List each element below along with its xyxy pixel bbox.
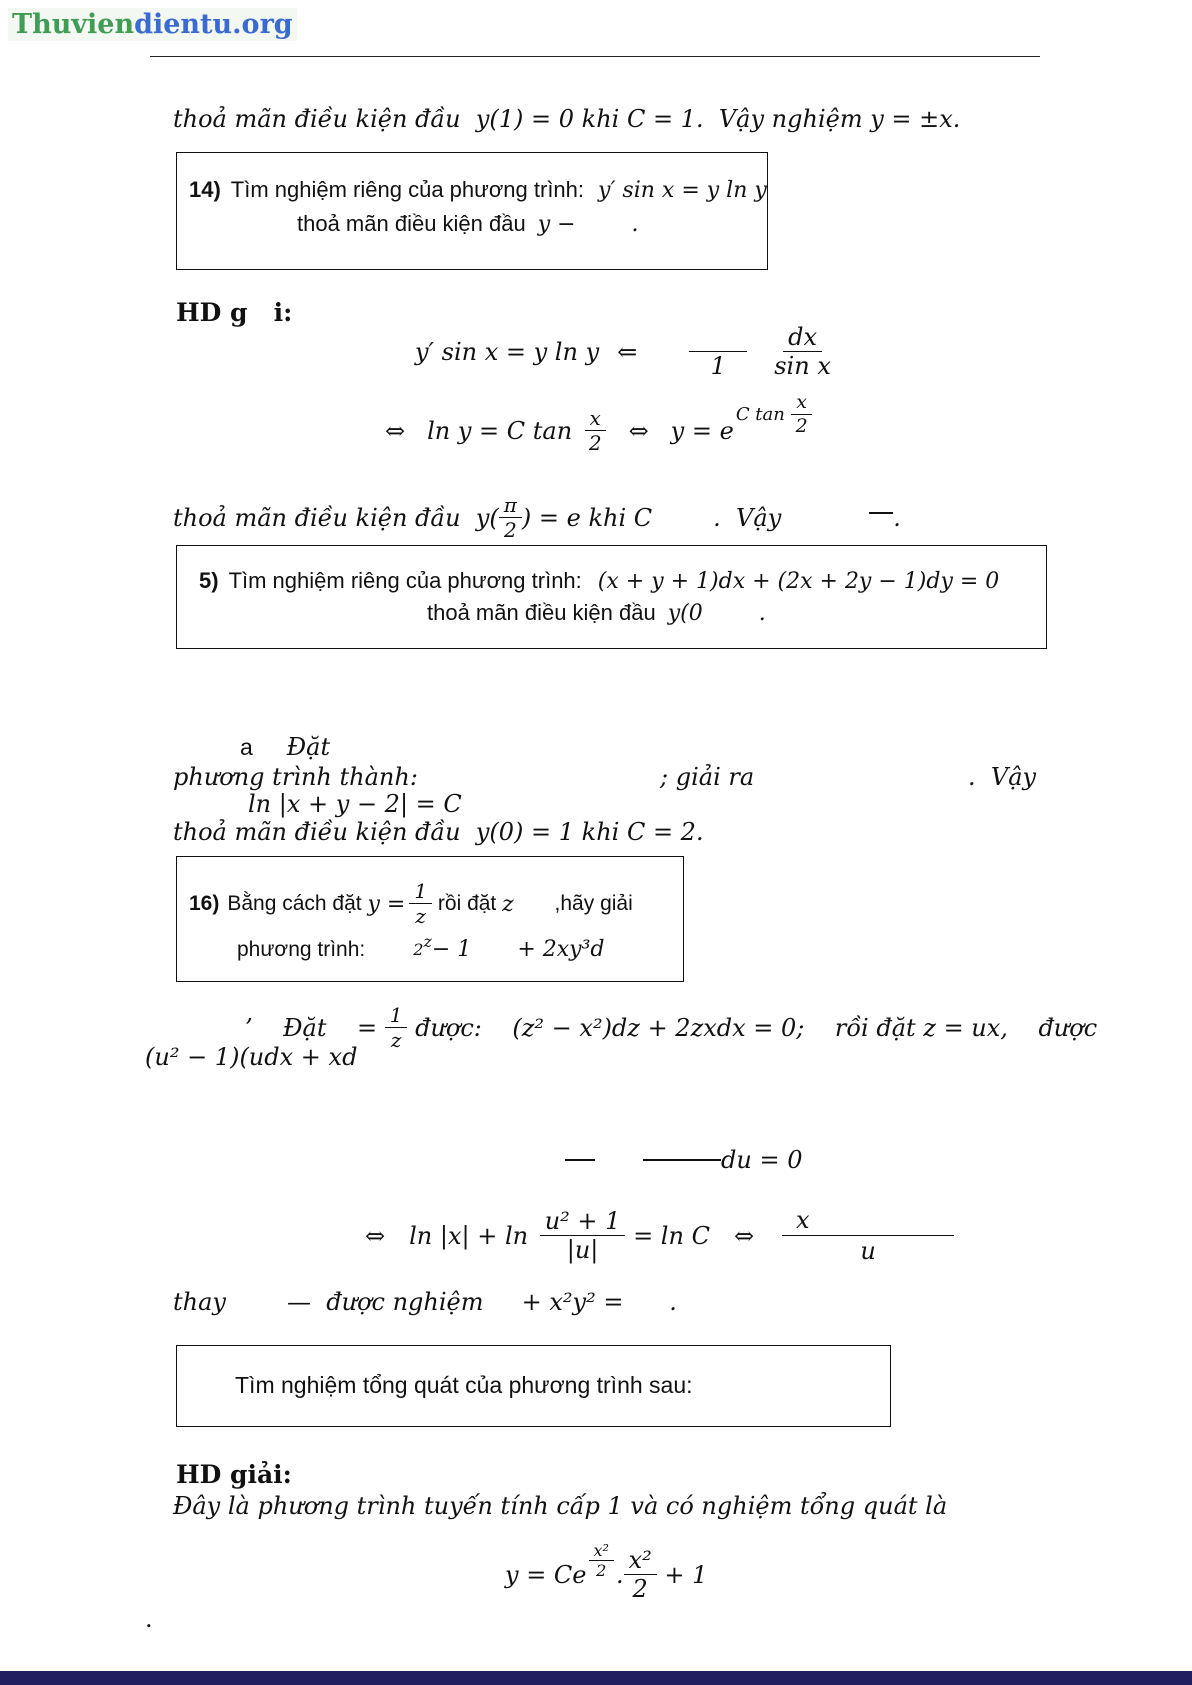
problem-box-14 (176, 152, 768, 270)
problem14-line1 (189, 177, 767, 203)
hd1-label: HD g i: (176, 298, 293, 327)
formula2-mid: ln y = C tan (427, 417, 580, 445)
problem5-condition-text: thoả mãn điều kiện đầu (427, 600, 656, 625)
fraction-denominator: u (860, 1237, 876, 1266)
sol16-line2: (u² − 1)(udx + xd (145, 1043, 358, 1071)
problem14-condition-math: y − . (537, 211, 639, 237)
condition-dot: . (893, 504, 901, 532)
fragment-sup-z: z (423, 932, 432, 951)
header-rule (150, 56, 1040, 57)
hd2-line: Đây là phương trình tuyến tính cấp 1 và có nghiệm tổng quát là (173, 1492, 948, 1520)
problem-box-last (176, 1345, 891, 1427)
sol16-pre: ’ Đặt = (245, 1014, 385, 1042)
logo-part-blue: dientu.org (134, 9, 293, 40)
fraction-denominator: 2 (596, 1561, 607, 1581)
problem5-condition-math: y(0 . (667, 600, 766, 626)
sol5-line2-right: . Vậy (968, 763, 1037, 791)
problem16-tail: + 2xy³d (517, 937, 605, 962)
problem-box-16 (176, 856, 684, 982)
condition-post: ) = e khi C . Vậy (521, 504, 782, 532)
formula-du (565, 1145, 802, 1175)
blank-overline (869, 512, 893, 524)
fragment-sub-2: 2 (413, 940, 424, 959)
problem16-eqlabel: phương trình: (237, 937, 366, 961)
fraction-x-over-u-wide (782, 1208, 954, 1265)
fraction-blank-over-1 (689, 325, 747, 380)
problem16-ymath: y = (367, 891, 406, 917)
thay-line: thay — được nghiệm + x²y² = . (173, 1288, 677, 1316)
fraction-u2plus1-over-absu (540, 1209, 626, 1264)
logo-part-green: Thuvien (12, 9, 135, 40)
formula-ln (365, 1208, 954, 1265)
iff-arrow: ⇔ (628, 417, 649, 445)
final-post: + 1 (656, 1561, 708, 1590)
final-formula (505, 1540, 708, 1604)
sol5-line4: thoả mãn điều kiện đầu y(0) = 1 khi C = 2. (173, 818, 704, 846)
problem5-equation: (x + y + 1)dx + (2x + 2y − 1)dy = 0 (597, 568, 1000, 594)
problem16-mid: rồi đặt (432, 892, 503, 915)
problem5-line2 (427, 600, 1046, 626)
sol5-line2-mid: ; giải ra (660, 763, 755, 791)
fraction-numerator: 1 (385, 1005, 408, 1028)
problem16-post: ,hãy giải (513, 892, 633, 915)
fraction-denominator: 2 (588, 431, 602, 455)
iff-arrow: ⇔ (733, 1222, 755, 1251)
problem16-statement: Bằng cách đặt (227, 892, 368, 915)
fraction-denominator: sin x (774, 352, 831, 381)
sol5-line3: ln |x + y − 2| = C (248, 790, 462, 818)
formula-2 (385, 391, 813, 455)
formula2-rhs: y = e (670, 417, 734, 445)
exponent-fraction-x2-over-2 (589, 1540, 614, 1581)
sol5-line1 (240, 733, 330, 761)
sol5-line2-left: phương trình thành: (173, 763, 418, 791)
hd2-label: HD giải: (176, 1460, 292, 1489)
fraction-numerator: 1 (409, 881, 432, 904)
problem16-line2 (237, 932, 683, 962)
problem14-label: 14) (189, 177, 221, 202)
problem16-minus1: − 1 (431, 937, 472, 962)
formula2-exponent (736, 393, 813, 437)
problem-last-statement: Tìm nghiệm tổng quát của phương trình sau: (235, 1372, 693, 1398)
problem-box-5 (176, 545, 1047, 649)
problem14-equation: y′ sin x = y ln y (598, 177, 767, 203)
final-dot: . (615, 1561, 624, 1590)
fraction-denominator: 2 (503, 518, 517, 542)
problem16-line1 (189, 881, 683, 927)
fraction-denominator: 2 (795, 415, 808, 438)
fraction-denominator: z (415, 904, 426, 928)
fraction-numerator: x (782, 1208, 954, 1236)
fraction-1-over-z (385, 1005, 408, 1051)
sol16-post: được: (z² − x²)dz + 2zxdx = 0; rồi đặt z = ux, được (407, 1014, 1098, 1042)
problem14-line2 (297, 211, 767, 237)
fraction-pi-over-2 (499, 495, 522, 541)
problem14-statement: Tìm nghiệm riêng của phương trình: (230, 177, 585, 202)
fraction-denominator: 2 (632, 1575, 648, 1604)
fraction-numerator: x (791, 393, 812, 415)
footer-bar (0, 1671, 1192, 1685)
problem16-label: 16) (189, 892, 220, 915)
condition-pre: thoả mãn điều kiện đầu y( (173, 504, 499, 532)
fraction-x-over-2 (584, 408, 607, 454)
problem5-line1 (199, 568, 1046, 594)
intro-line: thoả mãn điều kiện đầu y(1) = 0 khi C = 1. Vậy nghiệm y = ±x. (173, 105, 961, 133)
fraction-x-over-2 (791, 393, 813, 437)
stray-dot: . (145, 1605, 153, 1633)
formula1-lhs: y′ sin x = y ln y (415, 338, 600, 367)
site-logo (8, 8, 297, 41)
fraction-numerator (689, 325, 747, 352)
iff-arrow: ⇔ (365, 1222, 386, 1251)
problem16-zvar: z (502, 891, 514, 917)
fraction-denominator: z (390, 1028, 402, 1052)
blank-bar (643, 1159, 721, 1161)
sol5-marker: a (240, 733, 253, 760)
formula-1 (415, 325, 836, 380)
exponent-text: C tan (735, 404, 791, 426)
fraction-x2-over-2 (624, 1548, 657, 1603)
fraction-1-over-z (409, 881, 432, 927)
problem5-label: 5) (199, 568, 219, 593)
fraction-numerator: x (585, 408, 606, 431)
fraction-denominator: |u| (566, 1236, 599, 1265)
formula-ln-pre: ln |x| + ln (409, 1222, 536, 1251)
iff-arrow: ⇔ (385, 417, 406, 445)
fraction-numerator: u² + 1 (540, 1209, 626, 1236)
sol5-dat: Đặt (286, 733, 331, 761)
formula-du-text: du = 0 (721, 1146, 803, 1174)
implied-by-arrow: ⇐ (617, 338, 638, 367)
fraction-numerator: x² (589, 1543, 614, 1562)
sol16-line1 (245, 1005, 1097, 1051)
fraction-numerator: dx (783, 325, 822, 352)
condition-pi-line (173, 495, 901, 541)
fraction-denominator: 1 (710, 352, 726, 381)
fraction-numerator: π (499, 495, 522, 518)
problem14-condition-text: thoả mãn điều kiện đầu (297, 211, 526, 236)
blank-bar (565, 1159, 595, 1161)
formula-ln-mid: = ln C (625, 1222, 710, 1251)
final-pre: y = Ce (505, 1561, 587, 1590)
fraction-dx-over-sinx (769, 325, 836, 380)
problem5-statement: Tìm nghiệm riêng của phương trình: (228, 568, 582, 593)
fraction-numerator: x² (624, 1548, 657, 1575)
